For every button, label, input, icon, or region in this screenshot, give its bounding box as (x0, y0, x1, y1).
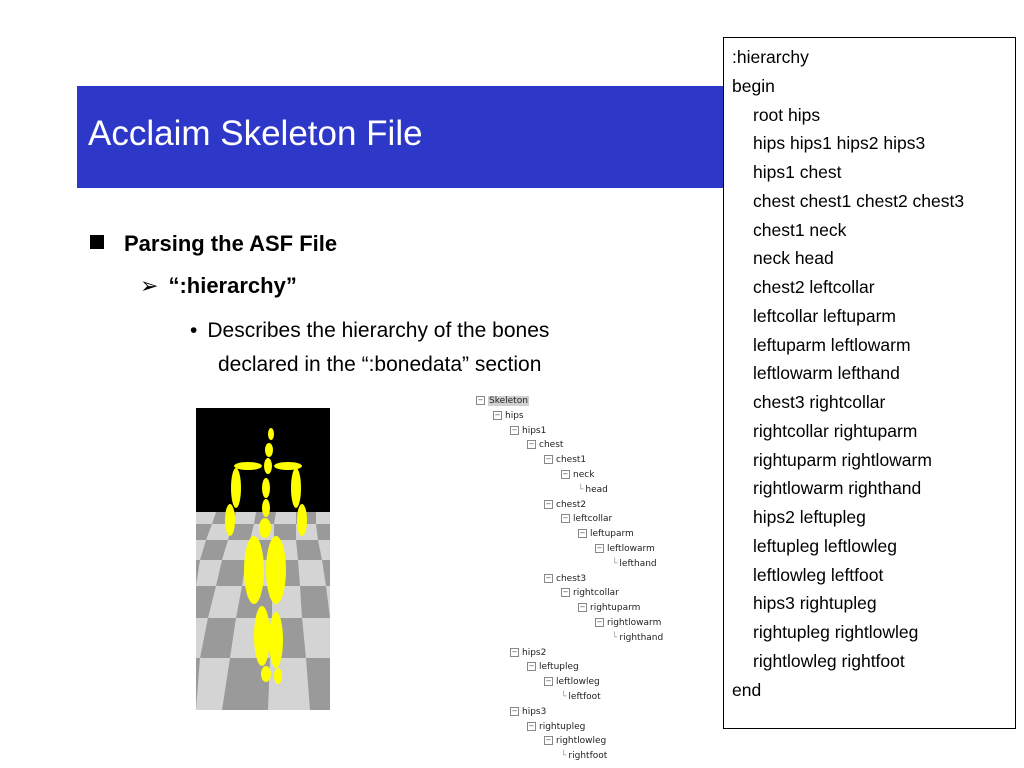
tree-node-label: hips1 (522, 425, 547, 436)
tree-node[interactable] (544, 500, 586, 511)
tree-node-label: rightfoot (568, 751, 608, 762)
tree-node[interactable] (561, 751, 607, 762)
hierarchy-line: hips hips1 hips2 hips3 (753, 133, 926, 154)
hierarchy-line: :hierarchy (732, 47, 809, 67)
tree-branch-icon: └ (561, 692, 567, 702)
hierarchy-line: rightcollar rightuparm (753, 420, 918, 441)
tree-branch-icon: └ (561, 751, 567, 762)
hierarchy-line: rightlowarm righthand (753, 478, 922, 499)
hierarchy-line: end (732, 679, 762, 700)
collapse-toggle-icon[interactable]: − (562, 588, 569, 597)
collapse-toggle-icon[interactable]: − (477, 396, 484, 404)
hierarchy-line: hips2 leftupleg (753, 507, 866, 527)
bullet-level2-text: “:hierarchy” (168, 273, 297, 298)
collapse-toggle-icon[interactable]: − (579, 529, 586, 538)
tree-node[interactable] (476, 396, 529, 407)
tree-node-label: leftupleg (539, 662, 579, 673)
tree-node[interactable] (544, 574, 586, 585)
collapse-toggle-icon[interactable]: − (545, 677, 552, 686)
tree-node[interactable] (561, 470, 594, 481)
tree-node[interactable] (510, 648, 546, 659)
tree-node-label: leftfoot (568, 692, 601, 702)
collapse-toggle-icon[interactable]: − (545, 499, 552, 508)
tree-node-label: chest3 (556, 573, 587, 584)
tree-node[interactable] (544, 455, 586, 466)
hierarchy-line: root hips (753, 104, 821, 125)
tree-node[interactable] (578, 485, 608, 496)
tree-node[interactable] (595, 544, 655, 555)
collapse-toggle-icon[interactable]: − (528, 721, 535, 730)
hierarchy-line: leftupleg leftlowleg (753, 535, 897, 556)
tree-node-label: rightlowleg (556, 736, 607, 747)
hierarchy-line: chest chest1 chest2 chest3 (753, 190, 965, 211)
tree-node[interactable] (527, 662, 579, 673)
collapse-toggle-icon[interactable]: − (545, 736, 552, 745)
hierarchy-line: begin (732, 75, 775, 96)
collapse-toggle-icon[interactable]: − (511, 647, 518, 656)
collapse-toggle-icon[interactable]: − (511, 425, 518, 434)
square-bullet-icon (90, 235, 104, 249)
bullet-level1 (90, 231, 337, 257)
hierarchy-line: leftlowarm lefthand (753, 363, 900, 384)
hierarchy-line: hips1 chest (753, 162, 842, 182)
tree-node[interactable] (544, 736, 606, 747)
arrow-bullet-icon: ➢ (140, 273, 159, 298)
tree-node-label: hips3 (522, 706, 547, 717)
hierarchy-line: hips3 rightupleg (753, 593, 877, 614)
bullet-level3-line1: Describes the hierarchy of the bones (207, 319, 550, 342)
bullet-level1-text: Parsing the ASF File (124, 231, 338, 256)
tree-node-label: leftuparm (590, 529, 634, 540)
tree-node[interactable] (510, 707, 546, 718)
bullet-level3 (190, 314, 549, 382)
tree-node[interactable] (612, 633, 663, 644)
skeleton-figure-icon (196, 408, 330, 710)
collapse-toggle-icon[interactable]: − (579, 603, 586, 612)
hierarchy-line: chest2 leftcollar (753, 277, 875, 297)
tree-node-label: leftlowarm (607, 544, 655, 554)
tree-branch-icon: └ (612, 632, 618, 643)
hierarchy-line: rightupleg rightlowleg (753, 622, 919, 642)
hierarchy-line: rightuparm rightlowarm (753, 449, 932, 470)
skeleton-render-image (196, 408, 330, 710)
tree-node[interactable] (612, 559, 657, 570)
tree-node[interactable] (527, 722, 585, 733)
tree-node[interactable] (578, 529, 634, 540)
tree-node[interactable] (544, 677, 600, 688)
hierarchy-line: rightlowleg rightfoot (753, 650, 905, 671)
tree-node-label: rightcollar (573, 588, 619, 599)
tree-node-label: hips2 (522, 647, 547, 658)
tree-node-label: righthand (619, 632, 664, 643)
hierarchy-line: leftcollar leftuparm (753, 305, 896, 326)
tree-node[interactable] (561, 588, 619, 599)
hierarchy-line: chest3 rightcollar (753, 392, 886, 412)
collapse-toggle-icon[interactable]: − (494, 410, 501, 419)
collapse-toggle-icon[interactable]: − (562, 514, 569, 523)
tree-node[interactable] (595, 618, 661, 629)
tree-node[interactable] (493, 411, 524, 422)
tree-node[interactable] (510, 426, 546, 437)
hierarchy-listing (723, 37, 1016, 729)
tree-node-label: leftcollar (573, 514, 613, 525)
tree-node[interactable] (527, 440, 563, 451)
hierarchy-line: neck head (753, 248, 834, 269)
tree-branch-icon: └ (578, 484, 584, 495)
tree-branch-icon: └ (612, 558, 618, 569)
collapse-toggle-icon[interactable]: − (545, 455, 552, 464)
tree-node-label: rightupleg (539, 721, 586, 732)
tree-node[interactable] (561, 692, 601, 703)
tree-node-label: lefthand (619, 558, 657, 569)
tree-node-label: head (585, 484, 608, 495)
tree-node-label: rightlowarm (607, 618, 662, 628)
skeleton-tree-view (470, 392, 710, 768)
collapse-toggle-icon[interactable]: − (545, 573, 552, 582)
collapse-toggle-icon[interactable]: − (528, 440, 535, 449)
collapse-toggle-icon[interactable]: − (596, 618, 603, 626)
tree-node-label: chest1 (556, 455, 587, 466)
collapse-toggle-icon[interactable]: − (596, 544, 603, 552)
dot-bullet-icon: • (190, 319, 198, 342)
tree-node[interactable] (561, 514, 612, 525)
hierarchy-line: leftlowleg leftfoot (753, 564, 884, 585)
tree-node-label: chest2 (556, 499, 587, 510)
tree-node-label: neck (573, 470, 595, 480)
hierarchy-line: chest1 neck (753, 219, 847, 240)
collapse-toggle-icon[interactable]: − (562, 470, 569, 478)
slide-title: Acclaim Skeleton File (88, 114, 423, 153)
tree-node-label: chest (539, 440, 564, 451)
bullet-level3-line2: declared in the “:bonedata” section (218, 353, 542, 376)
hierarchy-line: leftuparm leftlowarm (753, 334, 911, 355)
tree-node-label: hips (505, 410, 524, 421)
collapse-toggle-icon[interactable]: − (511, 706, 518, 715)
bullet-level2 (140, 273, 297, 299)
tree-node-label: rightuparm (590, 603, 641, 614)
tree-node[interactable] (578, 603, 640, 614)
collapse-toggle-icon[interactable]: − (528, 662, 535, 671)
tree-node-label: Skeleton (489, 396, 528, 406)
tree-node-label: leftlowleg (556, 677, 600, 688)
